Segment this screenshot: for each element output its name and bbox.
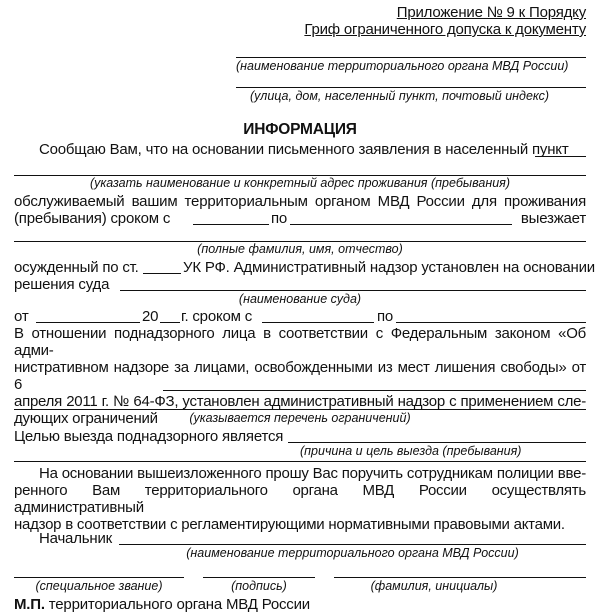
request-line-2: ренного Вам территориального органа МВД России осуществлять административный bbox=[14, 482, 586, 516]
law-line-3: апреля 2011 г. № 64-ФЗ, установлен административный надзор с применением сле- bbox=[14, 393, 586, 410]
territorial-organ-line bbox=[236, 57, 586, 58]
signature-line bbox=[203, 577, 315, 578]
law-line-1: В отношении поднадзорного лица в соответствии с Федеральным законом «Об адми- bbox=[14, 325, 586, 359]
address-line bbox=[236, 87, 586, 88]
court-decision-label: решения суда bbox=[14, 276, 110, 293]
convicted-label: осужденный по ст. bbox=[14, 259, 139, 276]
trip-reason-caption: (причина и цель выезда (пребывания) bbox=[300, 444, 522, 458]
court-term-label: г. сроком с bbox=[181, 308, 253, 325]
restrictions-line-2 bbox=[14, 409, 586, 410]
request-line-1: На основании вышеизложенного прошу Вас поручить сотрудникам полиции ввe- bbox=[39, 465, 586, 482]
intro-text: Сообщаю Вам, что на основании письменного заявления в населенный пункт bbox=[39, 141, 569, 158]
article-line bbox=[143, 273, 181, 274]
year-line bbox=[160, 322, 180, 323]
term-to-label: по bbox=[271, 210, 288, 227]
date-from-label: от bbox=[14, 308, 29, 325]
rank-caption: (специальное звание) bbox=[35, 579, 163, 593]
court-term-to-label: по bbox=[377, 308, 394, 325]
signature-caption: (подпись) bbox=[231, 579, 287, 593]
settlement-line bbox=[535, 156, 586, 157]
request-paragraph bbox=[14, 465, 586, 533]
residence-caption: (указать наименование и конкретный адрес проживания (пребывания) bbox=[89, 176, 511, 190]
court-term-from-line bbox=[262, 322, 374, 323]
convicted-text: УК РФ. Административный надзор установлен на основании bbox=[183, 259, 595, 276]
chief-organ-caption: (наименование территориального органа МВД России) bbox=[186, 546, 519, 560]
name-initials-caption: (фамилия, инициалы) bbox=[370, 579, 498, 593]
restrictions-line-1 bbox=[163, 390, 586, 391]
chief-organ-line bbox=[119, 544, 586, 545]
appendix-reference: Приложение № 9 к Порядку bbox=[396, 4, 586, 21]
trip-purpose-line-2 bbox=[14, 461, 586, 462]
full-name-caption: (полные фамилия, имя, отчество) bbox=[197, 242, 403, 256]
territorial-organ-caption: (наименование территориального органа МВД России) bbox=[236, 59, 569, 73]
law-line-4: дующих ограничений bbox=[14, 410, 158, 427]
court-name-caption: (наименование суда) bbox=[238, 292, 362, 306]
date-line bbox=[36, 322, 140, 323]
court-term-to-line bbox=[396, 322, 586, 323]
name-initials-line bbox=[334, 577, 586, 578]
court-name-line bbox=[120, 290, 586, 291]
trip-purpose-line bbox=[288, 442, 586, 443]
term-from-label: (пребывания) сроком с bbox=[14, 210, 171, 227]
stamp-text: территориального органа МВД России bbox=[48, 596, 310, 613]
address-caption: (улица, дом, населенный пункт, почтовый индекс) bbox=[250, 89, 550, 103]
trip-purpose-label: Целью выезда поднадзорного является bbox=[14, 428, 284, 445]
year-prefix: 20 bbox=[142, 308, 159, 325]
rank-line bbox=[14, 577, 184, 578]
law-line-2: нистративном надзоре за лицами, освобожденными из мест лишения свободы» от 6 bbox=[14, 359, 586, 393]
chief-label: Начальник bbox=[39, 530, 112, 547]
document-title: ИНФОРМАЦИЯ bbox=[243, 121, 357, 138]
stamp-place bbox=[14, 596, 310, 613]
term-to-line bbox=[290, 224, 512, 225]
restrictions-caption: (указывается перечень ограничений) bbox=[189, 411, 411, 425]
departs-label: выезжает bbox=[520, 210, 586, 227]
stamp-abbr: М.П. bbox=[14, 596, 45, 613]
request-line-3: надзор в соответствии с регламентирующими нормативными правовыми актами. bbox=[14, 516, 565, 533]
term-from-line bbox=[193, 224, 269, 225]
served-line-1: обслуживаемый вашим территориальным органом МВД России для проживания bbox=[14, 193, 586, 210]
restriction-stamp: Гриф ограниченного допуска к документу bbox=[304, 21, 586, 38]
